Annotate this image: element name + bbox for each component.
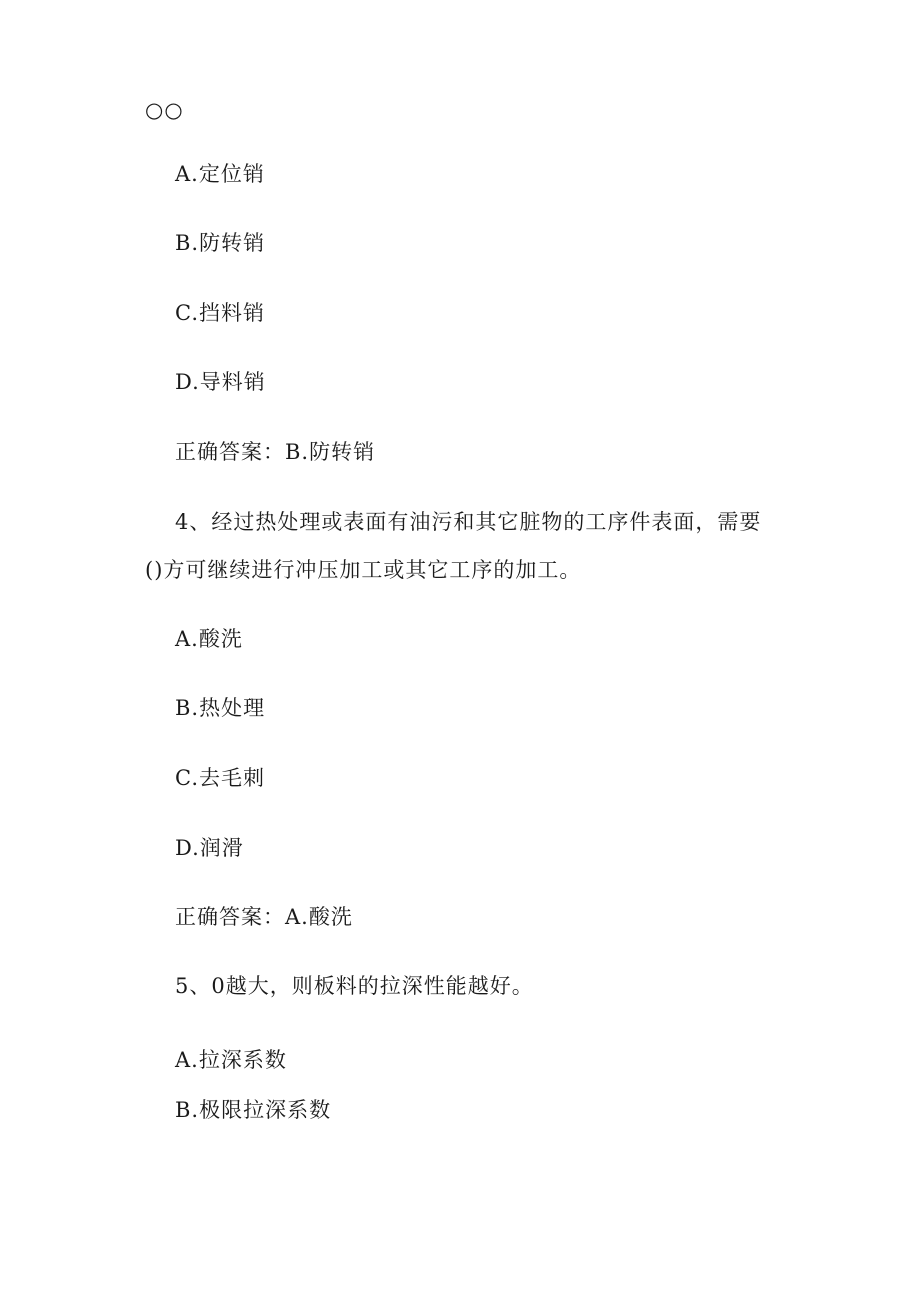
q4-answer: 正确答案：A.酸洗 [175, 905, 353, 929]
q3-option-b: B.防转销 [175, 231, 266, 255]
q4-option-c: C.去毛刺 [175, 766, 265, 790]
q5-stem: 5、0越大，则板料的拉深性能越好。 [175, 974, 534, 998]
q4-stem-line2: ()方可继续进行冲压加工或其它工序的加工。 [145, 558, 582, 582]
q3-option-c: C.挡料销 [175, 301, 265, 325]
q4-stem-line1: 4、经过热处理或表面有油污和其它脏物的工序件表面，需要 [175, 510, 762, 534]
q4-option-d: D.润滑 [175, 836, 244, 860]
q5-option-a: A.拉深系数 [175, 1048, 287, 1072]
q5-option-b: B.极限拉深系数 [175, 1098, 332, 1122]
text-fragment: ○○ [145, 98, 184, 122]
q4-option-b: B.热处理 [175, 696, 266, 720]
q3-answer: 正确答案：B.防转销 [175, 440, 376, 464]
q3-option-d: D.导料销 [175, 370, 266, 394]
q3-option-a: A.定位销 [175, 162, 265, 186]
q4-option-a: A.酸洗 [175, 627, 243, 651]
